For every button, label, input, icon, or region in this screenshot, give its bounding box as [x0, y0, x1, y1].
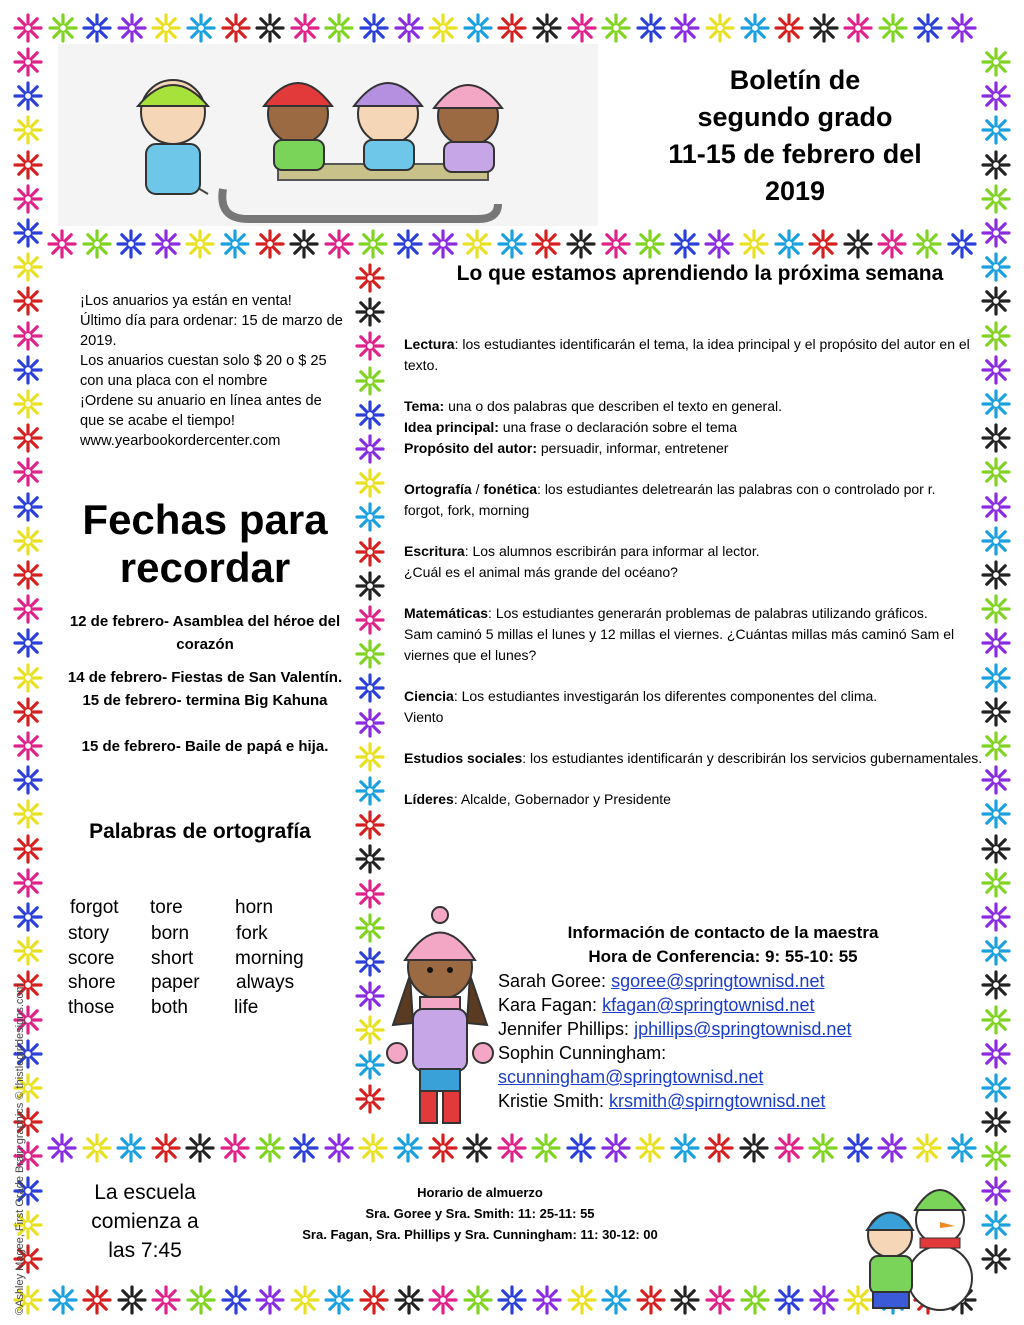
- kid-2: [264, 83, 332, 170]
- snowflake-icon: [981, 286, 1011, 316]
- proposito-item: Propósito del autor: persuadir, informar, entretener: [404, 440, 729, 456]
- snowflake-icon: [13, 218, 43, 248]
- snowflake-icon: [13, 423, 43, 453]
- dates-list: [60, 610, 350, 768]
- snowflake-icon: [221, 13, 251, 43]
- snowflake-icon: [186, 1285, 216, 1315]
- snowflake-icon: [13, 252, 43, 282]
- snowflake-icon: [359, 13, 389, 43]
- snowflake-icon: [13, 492, 43, 522]
- snowflake-icon: [566, 1133, 596, 1163]
- snowflake-icon: [981, 799, 1011, 829]
- snowflake-icon: [532, 13, 562, 43]
- spelling-word: forgot: [70, 897, 119, 918]
- email-link[interactable]: scunningham@springtownisd.net: [498, 1067, 764, 1087]
- snowflake-icon: [355, 879, 385, 909]
- snowflake-icon: [117, 13, 147, 43]
- ciencia-item: Ciencia: Los estudiantes investigarán los diferentes componentes del clima. Viento: [404, 688, 878, 725]
- snowflake-icon: [981, 936, 1011, 966]
- yearbook-notice: ¡Los anuarios ya están en venta! Último día para ordenar: 15 de marzo de 2019. Los anuarios cuestan solo $ 20 o $ 25 con una placa con el nombre ¡Ordene su anuario en línea antes de que se acabe el tiempo! www.yearbookordercenter.com: [80, 291, 350, 451]
- dates-heading: Fechas para recordar: [82, 496, 328, 591]
- snowflake-icon: [13, 47, 43, 77]
- snowflake-icon: [463, 1285, 493, 1315]
- snowflake-icon: [601, 1133, 631, 1163]
- snowman-kid-illustration: [845, 1150, 980, 1315]
- snowflake-icon: [705, 13, 735, 43]
- snowflake-icon: [601, 13, 631, 43]
- snowflake-icon: [255, 13, 285, 43]
- snowflake-icon: [394, 13, 424, 43]
- credit-label: ©Ashley Magee, First Grade Brain graphics © thistlegirldesigns.com: [14, 983, 26, 1315]
- snowflake-icon: [355, 708, 385, 738]
- spelling-heading: Palabras de ortografía: [89, 820, 311, 843]
- snowflake-icon: [981, 355, 1011, 385]
- snowflake-icon: [531, 229, 561, 259]
- spelling-word: score: [68, 947, 115, 969]
- escritura-item: Escritura: Los alumnos escribirán para informar al lector. ¿Cuál es el animal más grande del océano?: [404, 543, 760, 580]
- snowflake-icon: [116, 1133, 146, 1163]
- snowflake-icon: [463, 13, 493, 43]
- spelling-word: horn: [235, 897, 274, 918]
- snowflake-icon: [774, 1133, 804, 1163]
- snowflake-icon: [808, 1133, 838, 1163]
- spelling-word: paper: [151, 972, 200, 993]
- date-item: 12 de febrero- Asamblea del héroe del corazón: [69, 613, 341, 653]
- snowflake-icon: [636, 13, 666, 43]
- snowflake-icon: [355, 571, 385, 601]
- spelling-words: [68, 897, 338, 1021]
- snowflake-icon: [981, 1210, 1011, 1240]
- snowflake-icon: [981, 731, 1011, 761]
- snowflake-icon: [13, 184, 43, 214]
- snowflake-icon: [531, 1133, 561, 1163]
- snowflake-icon: [82, 1285, 112, 1315]
- snowflake-icon: [13, 389, 43, 419]
- snowflake-icon: [47, 1133, 77, 1163]
- snowflake-icon: [670, 1285, 700, 1315]
- snowflake-icon: [809, 13, 839, 43]
- snowflake-icon: [740, 13, 770, 43]
- snowflake-icon: [981, 457, 1011, 487]
- snowflake-icon: [981, 697, 1011, 727]
- snowflake-icon: [981, 1073, 1011, 1103]
- snowflake-icon: [843, 13, 873, 43]
- snowflake-icon: [151, 1285, 181, 1315]
- snowflake-icon: [567, 13, 597, 43]
- contact-line: Kristie Smith: krsmith@spirngtownisd.net: [498, 1091, 826, 1111]
- contact-line: Kara Fagan: kfagan@springtownisd.net: [498, 995, 815, 1015]
- snowflake-icon: [462, 229, 492, 259]
- snowflake-icon: [13, 560, 43, 590]
- snowflake-icon: [13, 115, 43, 145]
- snowflake-icon: [462, 1133, 492, 1163]
- snowflake-icon: [13, 150, 43, 180]
- snowflake-icon: [981, 628, 1011, 658]
- snowflake-icon: [981, 868, 1011, 898]
- snowflake-icon: [13, 594, 43, 624]
- date-item: 14 de febrero- Fiestas de San Valentín.: [67, 669, 343, 686]
- snowflake-icon: [220, 1133, 250, 1163]
- snowflake-icon: [428, 1285, 458, 1315]
- snowflake-icon: [355, 400, 385, 430]
- snowflake-icon: [912, 229, 942, 259]
- sociales-item: Estudios sociales: los estudiantes identificarán y describirán los servicios gubernamentales.: [404, 750, 983, 766]
- snowflake-icon: [355, 297, 385, 327]
- snowflake-icon: [981, 765, 1011, 795]
- snowflake-icon: [428, 1133, 458, 1163]
- email-link[interactable]: jphillips@springtownisd.net: [634, 1019, 852, 1039]
- snowflake-icon: [355, 331, 385, 361]
- snowflake-icon: [635, 229, 665, 259]
- snowflake-icon: [497, 13, 527, 43]
- snowflake-icon: [221, 1285, 251, 1315]
- snowflake-icon: [355, 1084, 385, 1114]
- snowflake-icon: [981, 1141, 1011, 1171]
- snowflake-icon: [981, 663, 1011, 693]
- snowflake-icon: [981, 1107, 1011, 1137]
- snowflake-icon: [774, 13, 804, 43]
- spelling-row: [68, 997, 338, 1022]
- snowflake-icon: [394, 1285, 424, 1315]
- snowflake-icon: [48, 1285, 78, 1315]
- snowflake-icon: [981, 1244, 1011, 1274]
- snowflake-icon: [670, 229, 700, 259]
- conference-hours: Hora de Conferencia: 9: 55-10: 55: [588, 947, 858, 966]
- snowflake-icon: [289, 229, 319, 259]
- snowflake-icon: [393, 229, 423, 259]
- snowflake-icon: [981, 321, 1011, 351]
- matematicas-item: Matemáticas: Los estudiantes generarán problemas de palabras utilizando gráficos. Sam caminó 5 millas el lunes y 12 millas el viernes. ¿Cuántas millas más caminó Sam el viernes que el lunes?: [404, 605, 955, 663]
- snowflake-icon: [355, 947, 385, 977]
- snowflake-icon: [981, 594, 1011, 624]
- snowflake-icon: [981, 389, 1011, 419]
- snowflake-icon: [913, 13, 943, 43]
- snowflake-icon: [82, 229, 112, 259]
- snowflake-icon: [324, 1133, 354, 1163]
- snowflake-icon: [670, 13, 700, 43]
- snowflake-icon: [13, 13, 43, 43]
- snowflake-icon: [981, 1005, 1011, 1035]
- email-link[interactable]: sgoree@springtownisd.net: [611, 971, 825, 991]
- contact-line: Sophin Cunningham:: [498, 1043, 667, 1063]
- snowflake-icon: [635, 1133, 665, 1163]
- spelling-word: life: [234, 996, 259, 1018]
- snowflake-icon: [220, 229, 250, 259]
- snowflake-icon: [566, 229, 596, 259]
- snowflake-icon: [355, 1050, 385, 1080]
- snowflake-icon: [981, 492, 1011, 522]
- contact-line: Sarah Goree: sgoree@springtownisd.net: [498, 971, 825, 991]
- snowflake-icon: [255, 229, 285, 259]
- spelling-word: those: [68, 996, 115, 1018]
- snowflake-icon: [13, 628, 43, 658]
- snowflake-icon: [355, 844, 385, 874]
- snowflake-icon: [13, 526, 43, 556]
- learning-section: [404, 334, 984, 830]
- snowflake-icon: [13, 457, 43, 487]
- snowflake-icon: [878, 13, 908, 43]
- snowflake-icon: [355, 468, 385, 498]
- snowflake-icon: [47, 229, 77, 259]
- snowflake-icon: [947, 13, 977, 43]
- snowflake-icon: [324, 13, 354, 43]
- snowflake-icon: [151, 229, 181, 259]
- snowflake-icon: [13, 799, 43, 829]
- snowflake-icon: [355, 366, 385, 396]
- snowflake-icon: [355, 605, 385, 635]
- snowflake-icon: [636, 1285, 666, 1315]
- teacher-contact: [498, 921, 948, 1113]
- tema-item: Tema: una o dos palabras que describen el texto en general.: [404, 398, 782, 414]
- snowflake-icon: [355, 434, 385, 464]
- snowflake-icon: [809, 1285, 839, 1315]
- snowflake-icon: [428, 229, 458, 259]
- snowflake-icon: [355, 263, 385, 293]
- date-item: 15 de febrero- Baile de papá e hija.: [81, 738, 329, 755]
- snowflake-icon: [355, 742, 385, 772]
- snowflake-icon: [843, 229, 873, 259]
- ortografia-item: Ortografía / fonética: los estudiantes deletrearán las palabras con o controlado por r. forgot, fork, morning: [404, 481, 936, 518]
- snowflake-icon: [117, 1285, 147, 1315]
- snowflake-icon: [82, 13, 112, 43]
- snowflake-icon: [13, 868, 43, 898]
- snowflake-icon: [497, 1133, 527, 1163]
- snowflake-icon: [324, 229, 354, 259]
- snowflake-icon: [497, 1285, 527, 1315]
- snowflake-icon: [324, 1285, 354, 1315]
- spelling-word: short: [151, 947, 194, 969]
- spelling-word: tore: [150, 897, 183, 918]
- snowflake-icon: [981, 150, 1011, 180]
- snowflake-icon: [289, 1133, 319, 1163]
- snowflake-icon: [739, 1133, 769, 1163]
- lectura-item: Lectura: los estudiantes identificarán el tema, la idea principal y el propósito del autor en el texto.: [404, 336, 970, 373]
- snowflake-icon: [13, 697, 43, 727]
- snowflake-icon: [704, 229, 734, 259]
- kid-4: [434, 85, 502, 172]
- snowflake-icon: [13, 355, 43, 385]
- kid-3: [354, 83, 422, 170]
- spelling-word: both: [151, 996, 188, 1018]
- snowflake-icon: [947, 229, 977, 259]
- snowflake-icon: [358, 1133, 388, 1163]
- spelling-word: story: [68, 923, 110, 944]
- snowflake-icon: [355, 776, 385, 806]
- learning-heading: Lo que estamos aprendiendo la próxima semana: [456, 262, 944, 285]
- spelling-word: born: [151, 923, 190, 944]
- snowflake-icon: [808, 229, 838, 259]
- snowflake-icon: [82, 1133, 112, 1163]
- snowflake-icon: [355, 1015, 385, 1045]
- date-item: 15 de febrero- termina Big Kahuna: [82, 692, 328, 709]
- snowflake-icon: [13, 663, 43, 693]
- snowflake-icon: [981, 47, 1011, 77]
- snowflake-icon: [48, 13, 78, 43]
- spelling-row: [68, 923, 338, 948]
- snowflake-icon: [355, 502, 385, 532]
- spelling-row: [68, 897, 338, 923]
- snowflake-icon: [497, 229, 527, 259]
- snowflake-icon: [981, 902, 1011, 932]
- snowflake-icon: [13, 765, 43, 795]
- girl-winter-illustration: [385, 905, 495, 1130]
- contact-line: Jennifer Phillips: jphillips@springtownisd.net: [498, 1019, 852, 1039]
- snowflake-icon: [13, 321, 43, 351]
- spelling-word: always: [236, 972, 295, 993]
- lunch-schedule: Horario de almuerzo Sra. Goree y Sra. Smith: 11: 25-11: 55 Sra. Fagan, Sra. Phillips y Sra. Cunningham: 11: 30-12: 00: [302, 1185, 658, 1242]
- school-start: La escuela comienza a las 7:45: [91, 1181, 199, 1262]
- snowflake-icon: [981, 526, 1011, 556]
- snowflake-icon: [704, 1133, 734, 1163]
- snowflake-icon: [981, 81, 1011, 111]
- snowflake-icon: [186, 13, 216, 43]
- snowflake-icon: [981, 560, 1011, 590]
- snowflake-icon: [877, 229, 907, 259]
- email-link[interactable]: kfagan@springtownisd.net: [602, 995, 815, 1015]
- snowflake-icon: [774, 1285, 804, 1315]
- snowflake-icon: [601, 1285, 631, 1315]
- snowflake-icon: [981, 834, 1011, 864]
- snowflake-icon: [739, 229, 769, 259]
- snowflake-icon: [981, 423, 1011, 453]
- snowflake-icon: [355, 673, 385, 703]
- snowflake-icon: [116, 229, 146, 259]
- snowflake-icon: [981, 184, 1011, 214]
- snowflake-icon: [185, 1133, 215, 1163]
- snowflake-icon: [670, 1133, 700, 1163]
- lideres-item: Líderes: Alcalde, Gobernador y Presidente: [404, 791, 671, 807]
- contact-heading: Información de contacto de la maestra: [567, 923, 879, 942]
- snowflake-icon: [355, 639, 385, 669]
- spelling-row: [68, 972, 338, 997]
- spelling-row: [68, 948, 338, 973]
- snowflake-icon: [185, 229, 215, 259]
- email-link[interactable]: krsmith@spirngtownisd.net: [609, 1091, 826, 1111]
- idea-item: Idea principal: una frase o declaración sobre el tema: [404, 419, 738, 435]
- snowflake-icon: [601, 229, 631, 259]
- snowflake-icon: [981, 970, 1011, 1000]
- newsletter-title: Boletín de segundo grado 11-15 de febrero del 2019: [668, 65, 922, 206]
- snowflake-icon: [393, 1133, 423, 1163]
- sled-kids-illustration: [58, 44, 598, 226]
- snowflake-icon: [567, 1285, 597, 1315]
- snowflake-icon: [532, 1285, 562, 1315]
- contact-line: [498, 1065, 948, 1089]
- spelling-word: morning: [235, 947, 304, 969]
- snowflake-icon: [359, 1285, 389, 1315]
- snowflake-icon: [981, 252, 1011, 282]
- snowflake-icon: [355, 913, 385, 943]
- yearbook-link[interactable]: www.yearbookordercenter.com: [80, 433, 281, 449]
- credit-text: [8, 900, 28, 1320]
- snowflake-icon: [13, 286, 43, 316]
- snowflake-icon: [740, 1285, 770, 1315]
- snowflake-icon: [13, 81, 43, 111]
- snowflake-icon: [151, 1133, 181, 1163]
- snowflake-icon: [355, 810, 385, 840]
- snowflake-icon: [255, 1285, 285, 1315]
- snowflake-icon: [981, 1039, 1011, 1069]
- snowflake-icon: [151, 13, 181, 43]
- spelling-word: shore: [68, 972, 116, 993]
- snowflake-icon: [428, 13, 458, 43]
- snowflake-icon: [981, 1176, 1011, 1206]
- snowflake-icon: [290, 13, 320, 43]
- snowflake-icon: [355, 537, 385, 567]
- snowflake-icon: [290, 1285, 320, 1315]
- snowflake-icon: [13, 834, 43, 864]
- snowflake-icon: [981, 218, 1011, 248]
- snowflake-icon: [358, 229, 388, 259]
- snowflake-icon: [355, 981, 385, 1011]
- snowflake-icon: [705, 1285, 735, 1315]
- snowflake-icon: [255, 1133, 285, 1163]
- snowflake-icon: [774, 229, 804, 259]
- snowflake-icon: [981, 115, 1011, 145]
- snowflake-icon: [13, 731, 43, 761]
- spelling-word: fork: [236, 923, 268, 944]
